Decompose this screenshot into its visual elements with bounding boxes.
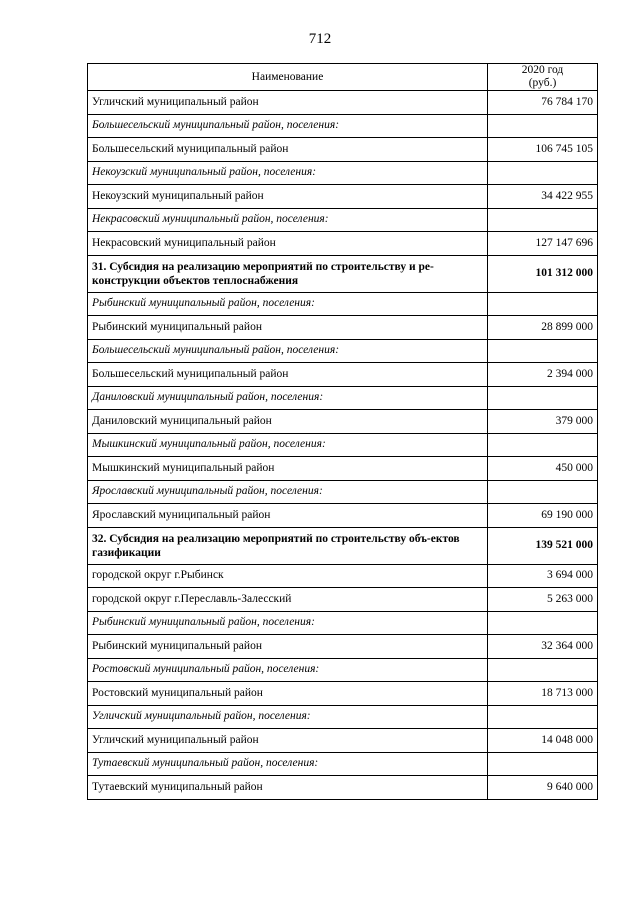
- row-amount-cell: 9 640 000: [488, 776, 598, 800]
- row-name-cell: городской округ г.Рыбинск: [88, 564, 488, 588]
- row-name-cell: Даниловский муниципальный район, поселения:: [88, 386, 488, 410]
- subgroup-row: [88, 161, 598, 185]
- subgroup-row: [88, 658, 598, 682]
- row-name-cell: Даниловский муниципальный район: [88, 410, 488, 434]
- row-name-cell: Тутаевский муниципальный район: [88, 776, 488, 800]
- row-amount-cell: 106 745 105: [488, 138, 598, 162]
- row-amount-cell: [488, 292, 598, 316]
- row-amount-cell: [488, 658, 598, 682]
- row-name-cell: Угличский муниципальный район: [88, 729, 488, 753]
- row-name-cell: Некоузский муниципальный район, поселения:: [88, 161, 488, 185]
- page-number: 712: [308, 31, 332, 47]
- row-amount-cell: [488, 114, 598, 138]
- row-name-cell: Мышкинский муниципальный район, поселения:: [88, 433, 488, 457]
- row-name-cell: 32. Субсидия на реализацию мероприятий по строительству объ-ектов газификации: [88, 527, 488, 564]
- subgroup-row: [88, 208, 598, 232]
- row-amount-cell: [488, 161, 598, 185]
- row-amount-cell: 18 713 000: [488, 682, 598, 706]
- subgroup-row: [88, 339, 598, 363]
- row-amount-cell: [488, 339, 598, 363]
- row-amount-cell: [488, 433, 598, 457]
- row-name-cell: Большесельский муниципальный район, поселения:: [88, 114, 488, 138]
- row-name-cell: Рыбинский муниципальный район, поселения:: [88, 611, 488, 635]
- subgroup-row: [88, 752, 598, 776]
- subgroup-row: [88, 433, 598, 457]
- row-name-cell: Некоузский муниципальный район: [88, 185, 488, 209]
- row-amount-cell: 450 000: [488, 457, 598, 481]
- row-amount-cell: 3 694 000: [488, 564, 598, 588]
- row-name-cell: Угличский муниципальный район, поселения:: [88, 705, 488, 729]
- row-name-cell: Рыбинский муниципальный район: [88, 316, 488, 340]
- row-name-cell: Большесельский муниципальный район: [88, 138, 488, 162]
- row-name-cell: Рыбинский муниципальный район, поселения:: [88, 292, 488, 316]
- row-amount-cell: [488, 705, 598, 729]
- subgroup-row: [88, 611, 598, 635]
- row-name-cell: Мышкинский муниципальный район: [88, 457, 488, 481]
- column-header-year-label: 2020 год: [521, 64, 564, 76]
- row-amount-cell: 101 312 000: [488, 255, 598, 292]
- row-amount-cell: 28 899 000: [488, 316, 598, 340]
- row-amount-cell: 76 784 170: [488, 91, 598, 115]
- table-row: [88, 232, 598, 256]
- section-header-row: [88, 527, 598, 564]
- table-row: [88, 504, 598, 528]
- table-row: [88, 588, 598, 612]
- row-name-cell: 31. Субсидия на реализацию мероприятий по строительству и ре-конструкции объектов теплоснабжения: [88, 255, 488, 292]
- table-row: [88, 410, 598, 434]
- table-body: [88, 91, 598, 800]
- row-amount-cell: 139 521 000: [488, 527, 598, 564]
- row-name-cell: Тутаевский муниципальный район, поселения:: [88, 752, 488, 776]
- table-row: [88, 729, 598, 753]
- row-name-cell: Угличский муниципальный район: [88, 91, 488, 115]
- table-header-row: [88, 64, 598, 91]
- table-row: [88, 185, 598, 209]
- table-row: [88, 457, 598, 481]
- row-amount-cell: [488, 611, 598, 635]
- row-name-cell: Ярославский муниципальный район, поселения:: [88, 480, 488, 504]
- row-amount-cell: 5 263 000: [488, 588, 598, 612]
- row-amount-cell: [488, 752, 598, 776]
- row-name-cell: Большесельский муниципальный район, поселения:: [88, 339, 488, 363]
- table-row: [88, 682, 598, 706]
- row-amount-cell: 127 147 696: [488, 232, 598, 256]
- subgroup-row: [88, 292, 598, 316]
- row-amount-cell: 32 364 000: [488, 635, 598, 659]
- row-amount-cell: [488, 386, 598, 410]
- table-row: [88, 316, 598, 340]
- row-name-cell: городской округ г.Переславль-Залесский: [88, 588, 488, 612]
- row-amount-cell: [488, 208, 598, 232]
- row-amount-cell: 14 048 000: [488, 729, 598, 753]
- table-row: [88, 635, 598, 659]
- table-row: [88, 363, 598, 387]
- column-header-unit: (руб.): [528, 77, 557, 89]
- subsidy-table: [87, 63, 598, 800]
- row-name-cell: Некрасовский муниципальный район, поселения:: [88, 208, 488, 232]
- row-amount-cell: 69 190 000: [488, 504, 598, 528]
- subgroup-row: [88, 386, 598, 410]
- row-name-cell: Большесельский муниципальный район: [88, 363, 488, 387]
- table-row: [88, 138, 598, 162]
- column-header-name: Наименование: [88, 64, 488, 91]
- subgroup-row: [88, 114, 598, 138]
- row-amount-cell: 2 394 000: [488, 363, 598, 387]
- section-header-row: [88, 255, 598, 292]
- row-amount-cell: 34 422 955: [488, 185, 598, 209]
- column-header-year: [488, 64, 598, 91]
- subgroup-row: [88, 705, 598, 729]
- row-amount-cell: [488, 480, 598, 504]
- table-row: [88, 564, 598, 588]
- table-row: [88, 776, 598, 800]
- table-row: [88, 91, 598, 115]
- row-name-cell: Некрасовский муниципальный район: [88, 232, 488, 256]
- row-name-cell: Ярославский муниципальный район: [88, 504, 488, 528]
- row-name-cell: Рыбинский муниципальный район: [88, 635, 488, 659]
- subgroup-row: [88, 480, 598, 504]
- row-name-cell: Ростовский муниципальный район, поселения:: [88, 658, 488, 682]
- row-name-cell: Ростовский муниципальный район: [88, 682, 488, 706]
- row-amount-cell: 379 000: [488, 410, 598, 434]
